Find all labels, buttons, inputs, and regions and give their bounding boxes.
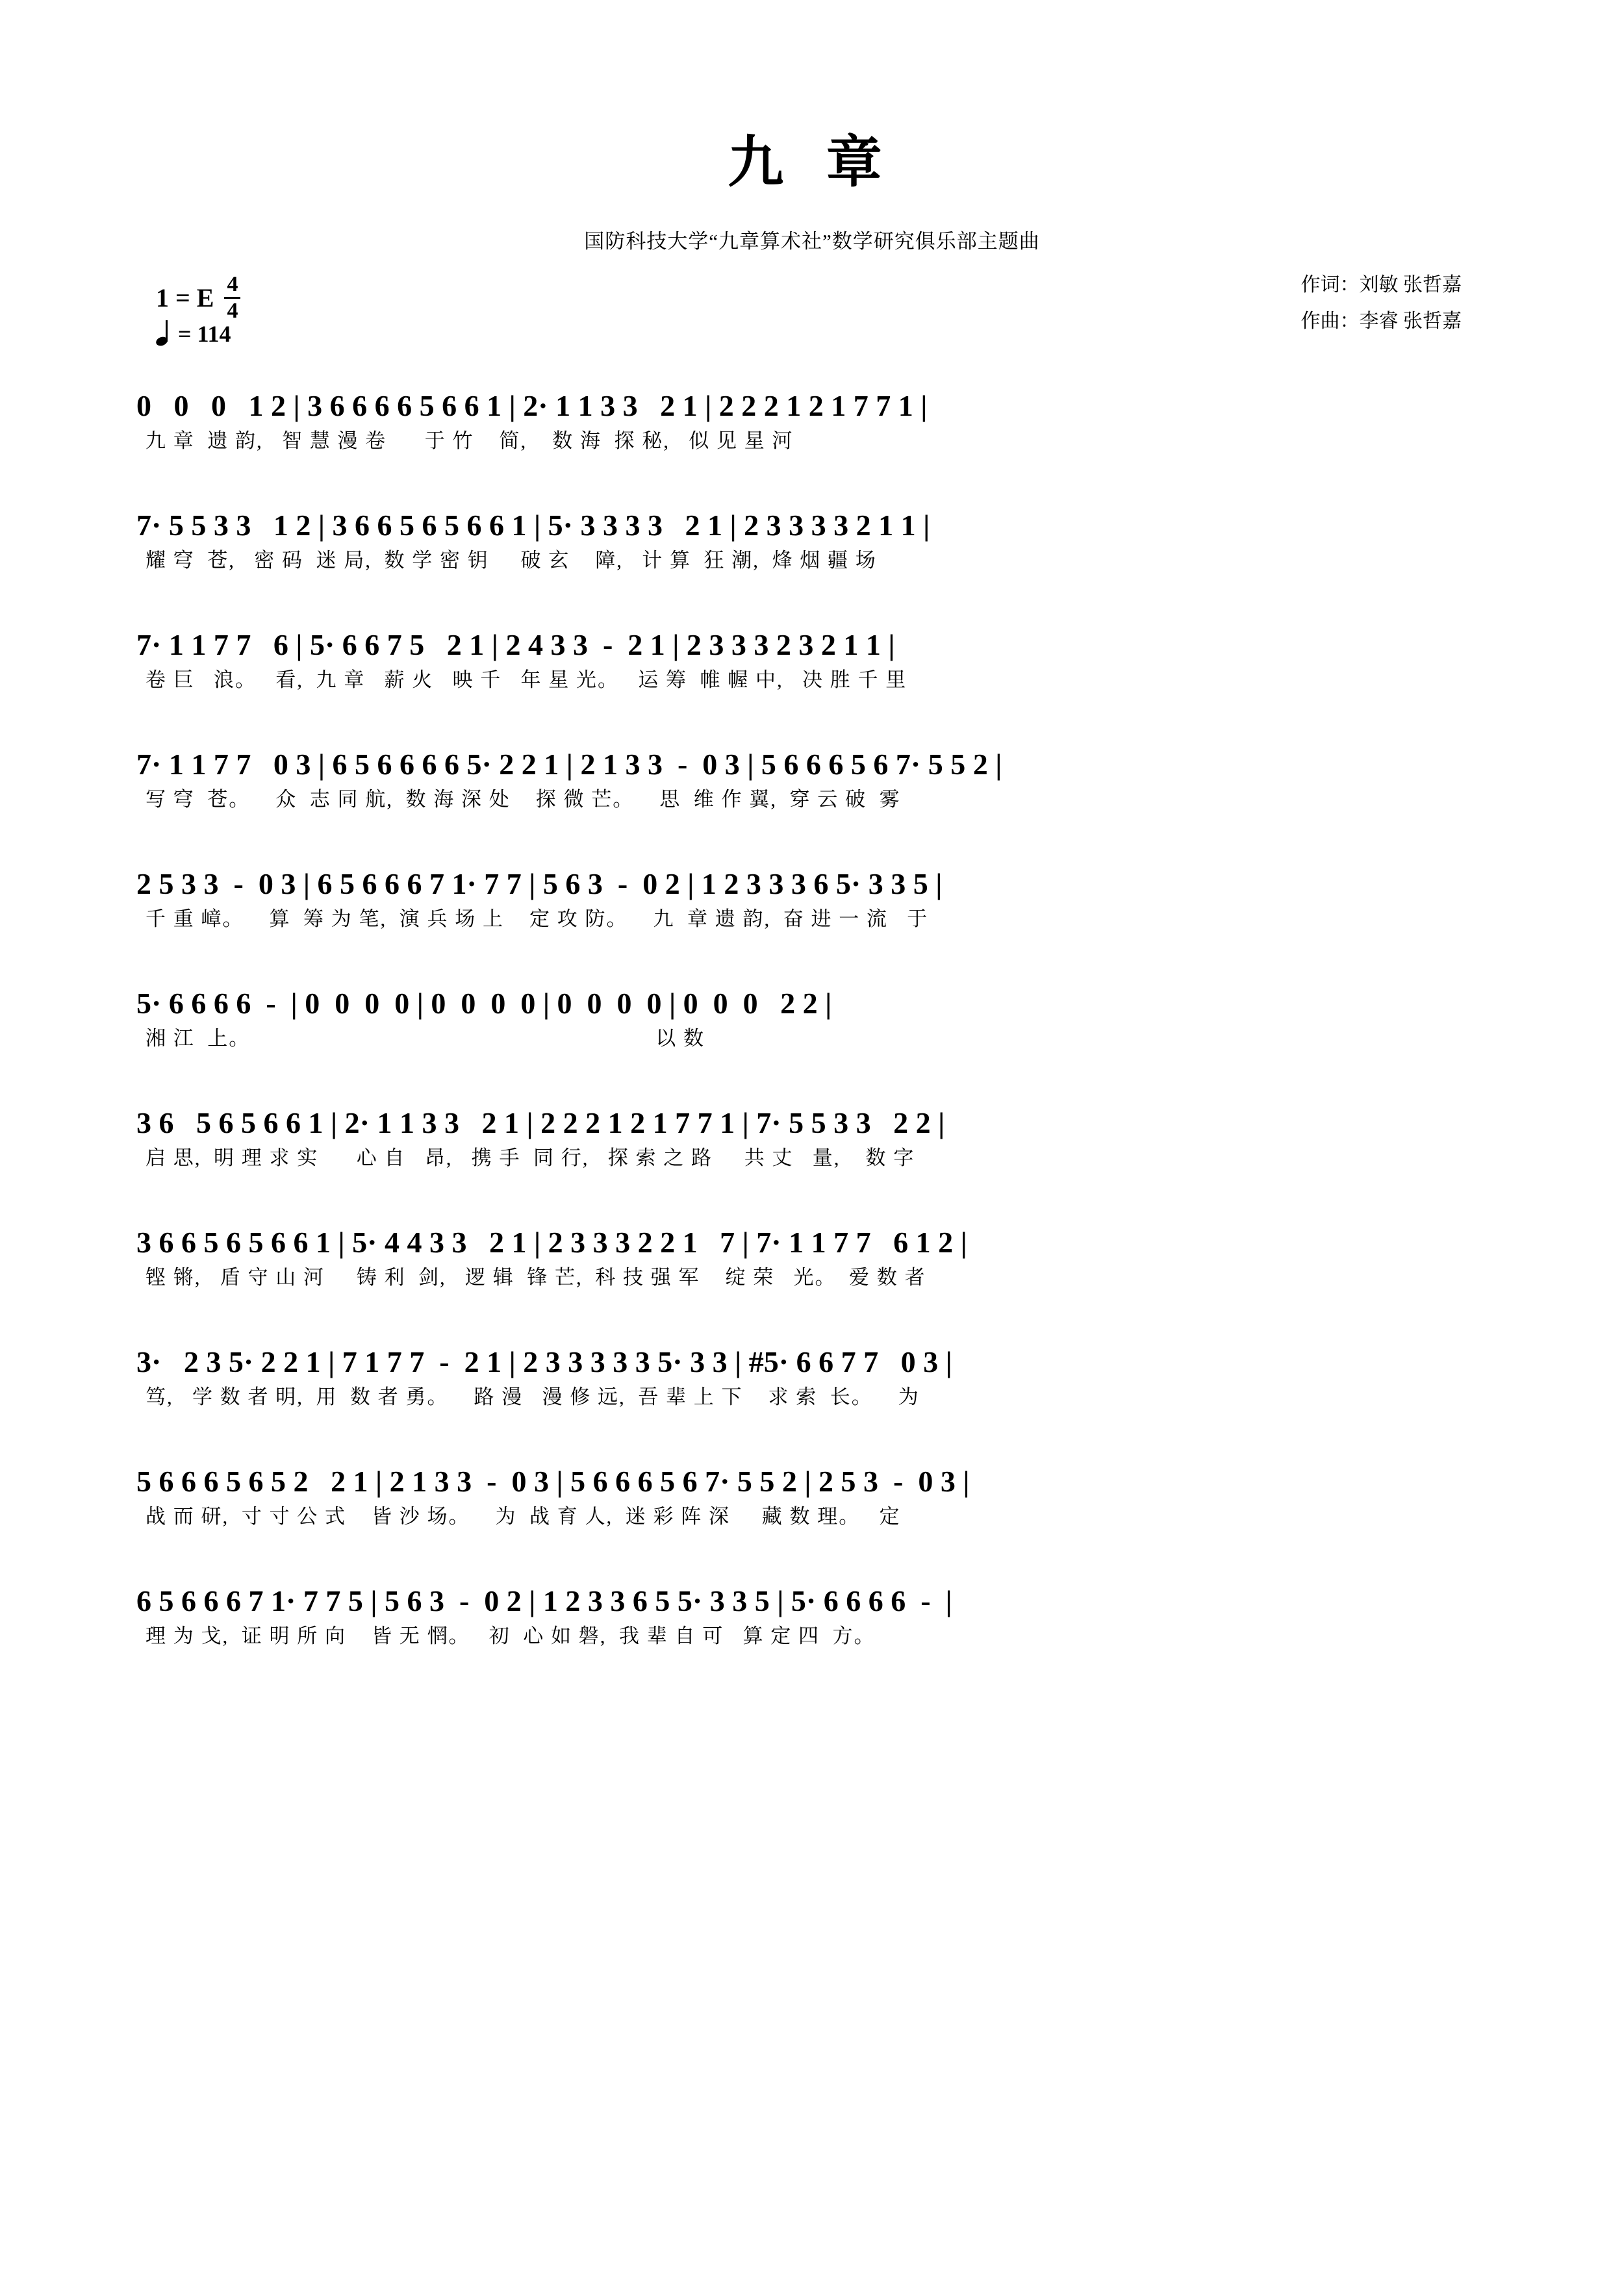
notation-line: 0 0 0 1 2 | 3 6 6 6 6 5 6 6 1 | 2· 1 1 3 3 2 1 | 2 2 2 1 2 1 7 7 1 | xyxy=(136,389,928,422)
quarter-note-icon xyxy=(156,321,173,347)
page-title: 九 章 xyxy=(728,131,896,194)
music-system xyxy=(136,600,1488,697)
music-system xyxy=(136,1317,1488,1414)
notation-line: 3 6 6 5 6 5 6 6 1 | 5· 4 4 3 3 2 1 | 2 3 3 3 2 2 1 7 | 7· 1 1 7 7 6 1 2 | xyxy=(136,1226,967,1259)
composer-credit: 作曲：李睿 张哲嘉 xyxy=(1300,310,1462,332)
lyrics-line: 千 重 嶂。 算 筹 为 笔, 演 兵 场 上 定 攻 防。 九 章 遗 韵, 奋 进 一 流 于 xyxy=(146,907,929,930)
notation-line: 2 5 3 3 - 0 3 | 6 5 6 6 6 7 1· 7 7 | 5 6 3 - 0 2 | 1 2 3 3 3 6 5· 3 3 5 | xyxy=(136,867,943,900)
notation-line: 3 6 5 6 5 6 6 1 | 2· 1 1 3 3 2 1 | 2 2 2 1 2 1 7 7 1 | 7· 5 5 3 3 2 2 | xyxy=(136,1106,945,1139)
lyrics-line: 笃, 学 数 者 明, 用 数 者 勇。 路 漫 漫 修 远, 吾 辈 上 下 求 索 长。 为 xyxy=(146,1386,920,1408)
notation-line: 7· 1 1 7 7 0 3 | 6 5 6 6 6 6 5· 2 2 1 | 2 1 3 3 - 0 3 | 5 6 6 6 5 6 7· 5 5 2 | xyxy=(136,748,1002,781)
lyricist-credit: 作词：刘敏 张哲嘉 xyxy=(1300,274,1462,296)
subtitle: 国防科技大学“九章算术社”数学研究俱乐部主题曲 xyxy=(584,230,1040,253)
score-sheet xyxy=(0,117,1624,2278)
music-system xyxy=(136,1436,1488,1534)
lyrics-line: 九 章 遗 韵, 智 慧 漫 卷 于 竹 简, 数 海 探 秘, 似 见 星 河 xyxy=(146,429,794,452)
lyrics-line: 启 思, 明 理 求 实 心 自 昂, 携 手 同 行, 探 索 之 路 共 丈 量, 数 字 xyxy=(146,1146,915,1169)
tempo-marking xyxy=(156,320,231,348)
music-system xyxy=(136,1197,1488,1295)
credits xyxy=(1301,267,1462,339)
music-system xyxy=(136,839,1488,936)
key-signature xyxy=(156,273,240,322)
lyrics-line: 理 为 戈, 证 明 所 向 皆 无 惘。 初 心 如 磐, 我 辈 自 可 算 定 四 方。 xyxy=(146,1625,876,1647)
lyrics-line: 卷 巨 浪。 看, 九 章 薪 火 映 千 年 星 光。 运 筹 帷 幄 中, 决 胜 千 里 xyxy=(146,668,907,691)
lyrics-line: 耀 穹 苍, 密 码 迷 局, 数 学 密 钥 破 玄 障, 计 算 狂 潮, 烽 烟 疆 场 xyxy=(146,549,877,572)
lyrics-line: 战 而 研, 寸 寸 公 式 皆 沙 场。 为 战 育 人, 迷 彩 阵 深 藏 数 理。 定 xyxy=(146,1505,901,1528)
notation-line: 7· 5 5 3 3 1 2 | 3 6 6 5 6 5 6 6 1 | 5· 3 3 3 3 2 1 | 2 3 3 3 3 2 1 1 | xyxy=(136,509,930,542)
lyrics-line: 写 穹 苍。 众 志 同 航, 数 海 深 处 探 微 芒。 思 维 作 翼, 穿 云 破 雾 xyxy=(146,788,901,811)
time-signature xyxy=(224,273,240,322)
time-signature-denominator: 4 xyxy=(227,299,238,323)
music-system xyxy=(136,361,1488,458)
score-metadata xyxy=(136,263,1488,361)
music-system xyxy=(136,1556,1488,1653)
music-system xyxy=(136,958,1488,1056)
notation-line: 5 6 6 6 5 6 5 2 2 1 | 2 1 3 3 - 0 3 | 5 6 6 6 5 6 7· 5 5 2 | 2 5 3 - 0 3 | xyxy=(136,1465,970,1498)
notation-line: 5· 6 6 6 6 - | 0 0 0 0 | 0 0 0 0 | 0 0 0 0 | 0 0 0 2 2 | xyxy=(136,987,832,1020)
music-system xyxy=(136,1078,1488,1175)
time-signature-numerator: 4 xyxy=(224,273,240,299)
lyrics-line: 湘 江 上。 以 数 xyxy=(146,1027,705,1050)
notation-line: 3· 2 3 5· 2 2 1 | 7 1 7 7 - 2 1 | 2 3 3 3 3 3 5· 3 3 | #5· 6 6 7 7 0 3 | xyxy=(136,1345,952,1378)
music-system xyxy=(136,719,1488,816)
tempo-value: = 114 xyxy=(178,321,231,347)
notation-line: 6 5 6 6 6 7 1· 7 7 5 | 5 6 3 - 0 2 | 1 2 3 3 6 5 5· 3 3 5 | 5· 6 6 6 6 - | xyxy=(136,1584,952,1617)
music-system xyxy=(136,480,1488,577)
key-signature-label: 1 = E xyxy=(156,283,214,312)
lyrics-line: 铿 锵, 盾 守 山 河 铸 利 剑, 逻 辑 锋 芒, 科 技 强 军 绽 荣 光。 爱 数 者 xyxy=(146,1266,926,1289)
notation-line: 7· 1 1 7 7 6 | 5· 6 6 7 5 2 1 | 2 4 3 3 - 2 1 | 2 3 3 3 2 3 2 1 1 | xyxy=(136,628,895,661)
